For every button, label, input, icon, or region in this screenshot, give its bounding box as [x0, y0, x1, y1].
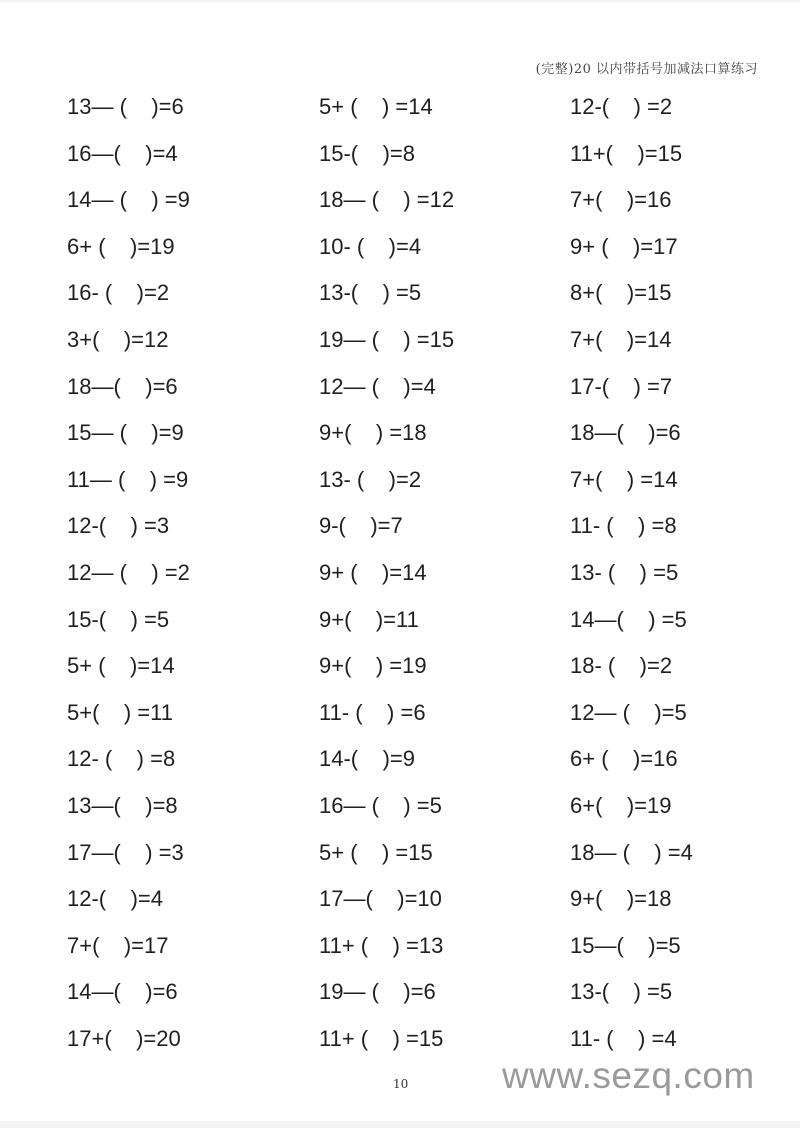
exercise-item: 14— ( ) =9	[67, 187, 190, 213]
exercise-item: 16- ( )=2	[67, 280, 170, 306]
exercise-item: 9-( )=7	[319, 513, 403, 539]
exercise-item: 13— ( )=6	[67, 94, 184, 119]
exercise-item: 13- ( ) =5	[570, 560, 679, 585]
exercise-row	[0, 278, 800, 308]
bottom-edge	[0, 1121, 800, 1128]
page-number: 10	[393, 1077, 409, 1091]
exercise-item: 18- ( )=2	[570, 653, 673, 679]
watermark: www.sezq.com	[502, 1055, 755, 1096]
exercise-item: 3+( )=12	[67, 327, 169, 352]
exercise-row	[0, 838, 800, 868]
exercise-item: 12— ( )=5	[570, 699, 687, 725]
exercise-item: 17—( )=10	[319, 886, 442, 912]
exercise-item: 14—( ) =5	[570, 606, 687, 632]
exercise-item: 9+( )=18	[570, 886, 672, 912]
exercise-item: 15—( )=5	[570, 932, 681, 958]
exercise-item: 17—( ) =3	[67, 839, 184, 865]
exercise-item: 12-( ) =2	[570, 94, 673, 119]
exercise-item: 13—( )=8	[67, 793, 178, 818]
exercise-row	[0, 884, 800, 914]
exercise-item: 14-( )=9	[319, 746, 415, 772]
exercise-row	[0, 744, 800, 774]
exercise-item: 13-( ) =5	[570, 979, 673, 1005]
exercise-item: 7+( ) =14	[570, 466, 678, 492]
exercise-item: 11+( )=15	[570, 140, 683, 166]
exercise-item: 17-( ) =7	[570, 373, 673, 399]
exercise-row	[0, 465, 800, 495]
exercise-item: 13-( ) =5	[319, 280, 422, 306]
exercise-item: 6+ ( )=16	[570, 746, 678, 772]
exercise-row	[0, 185, 800, 215]
exercise-row	[0, 1024, 800, 1054]
top-edge	[0, 0, 800, 2]
exercise-item: 13- ( )=2	[319, 466, 422, 492]
exercise-item: 5+ ( )=14	[67, 653, 175, 679]
exercise-item: 16—( )=4	[67, 140, 178, 166]
exercise-item: 9+( ) =18	[319, 420, 427, 446]
exercise-item: 9+ ( )=17	[570, 233, 678, 259]
exercise-item: 7+( )=17	[67, 932, 169, 958]
exercise-item: 9+( ) =19	[319, 653, 427, 679]
exercise-item: 8+( )=15	[570, 280, 672, 306]
exercise-item: 11+ ( ) =13	[319, 932, 444, 958]
exercise-item: 12-( )=4	[67, 886, 163, 912]
exercise-row	[0, 698, 800, 728]
exercise-item: 19— ( )=6	[319, 979, 436, 1005]
exercise-item: 5+ ( ) =14	[319, 94, 433, 119]
exercise-item: 15-( ) =5	[67, 606, 170, 632]
exercise-item: 11+ ( ) =15	[319, 1026, 444, 1051]
exercise-item: 11- ( ) =8	[570, 513, 677, 539]
exercise-item: 9+ ( )=14	[319, 560, 427, 585]
exercise-row	[0, 651, 800, 681]
exercise-item: 18—( )=6	[570, 420, 681, 446]
exercise-item: 19— ( ) =15	[319, 327, 455, 352]
exercise-row	[0, 558, 800, 588]
worksheet-title: (完整)20 以内带括号加减法口算练习	[535, 62, 758, 77]
exercise-item: 15-( )=8	[319, 140, 415, 166]
exercise-item: 11- ( ) =6	[319, 699, 426, 725]
exercise-row	[0, 791, 800, 821]
exercise-item: 11- ( ) =4	[570, 1026, 677, 1051]
exercise-item: 12-( ) =3	[67, 513, 170, 539]
exercise-item: 9+( )=11	[319, 606, 419, 632]
exercise-row	[0, 931, 800, 961]
exercise-row	[0, 92, 800, 122]
exercise-item: 17+( )=20	[67, 1026, 181, 1051]
exercise-item: 6+( )=19	[570, 793, 672, 818]
exercise-row	[0, 372, 800, 402]
exercise-row	[0, 325, 800, 355]
exercise-item: 11— ( ) =9	[67, 466, 189, 492]
exercise-item: 12- ( ) =8	[67, 746, 176, 772]
exercise-row	[0, 139, 800, 169]
exercise-item: 6+ ( )=19	[67, 233, 175, 259]
exercise-item: 10- ( )=4	[319, 233, 422, 259]
exercise-item: 7+( )=14	[570, 327, 672, 352]
exercise-item: 5+ ( ) =15	[319, 839, 433, 865]
exercise-item: 15— ( )=9	[67, 420, 184, 446]
exercise-item: 18— ( ) =12	[319, 187, 455, 213]
exercise-item: 14—( )=6	[67, 979, 178, 1005]
exercise-row	[0, 511, 800, 541]
exercise-row	[0, 418, 800, 448]
exercise-row	[0, 605, 800, 635]
exercise-item: 5+( ) =11	[67, 699, 173, 725]
exercise-item: 18— ( ) =4	[570, 839, 693, 865]
exercise-item: 16— ( ) =5	[319, 793, 442, 818]
exercise-item: 12— ( ) =2	[67, 560, 190, 585]
exercise-item: 7+( )=16	[570, 187, 672, 213]
exercise-row	[0, 232, 800, 262]
exercise-row	[0, 977, 800, 1007]
exercise-item: 18—( )=6	[67, 373, 178, 399]
exercise-item: 12— ( )=4	[319, 373, 436, 399]
